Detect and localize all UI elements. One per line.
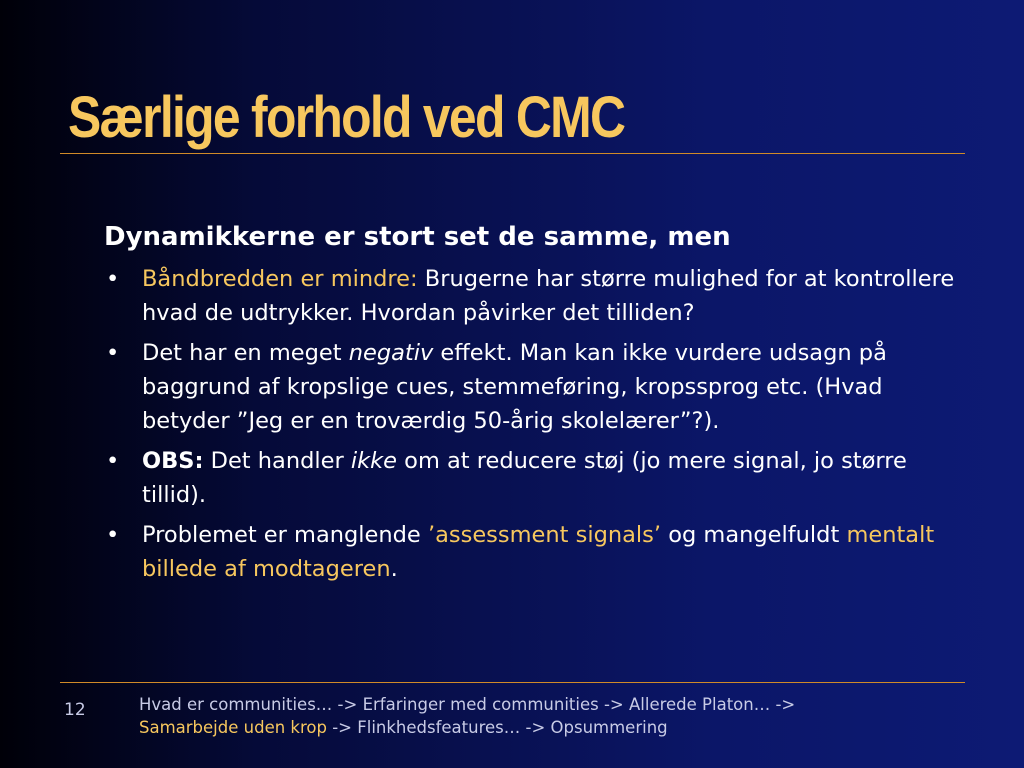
bullet-item-problem	[104, 518, 964, 586]
bullet-icon: •	[106, 266, 120, 292]
breadcrumb-rest: -> Flinkhedsfeatures… -> Opsummering	[326, 718, 668, 737]
bullet-emphasis: ikke	[350, 448, 398, 474]
footer-divider	[60, 682, 965, 683]
slide-body	[104, 222, 964, 592]
breadcrumb-line-2	[139, 716, 795, 739]
bullet-list	[104, 262, 964, 586]
intro-text: Dynamikkerne er stort set de samme, men	[104, 222, 731, 252]
bullet-icon: •	[106, 522, 120, 548]
page-number: 12	[64, 700, 86, 720]
bullet-icon: •	[106, 340, 120, 366]
bullet-text: og mangelfuldt	[661, 522, 847, 548]
bullet-item-negative-effect	[104, 336, 964, 438]
bullet-text: Det har en meget	[142, 340, 349, 366]
breadcrumb	[139, 693, 795, 739]
bullet-text: Det handler	[203, 448, 351, 474]
bullet-text: effekt. Man kan ikke vurdere udsagn på baggrund af kropslige cues, stemmeføring, kropssprog etc. (Hvad betyder ”Jeg er en troværdig 50-årig skolelærer”?).	[142, 340, 887, 434]
bullet-text: Problemet er manglende	[142, 522, 428, 548]
bullet-highlight: mentalt billede af modtageren	[142, 522, 935, 582]
breadcrumb-line-1: Hvad er communities… -> Erfaringer med communities -> Allerede Platon… ->	[139, 695, 796, 714]
bullet-highlight: Båndbredden er mindre:	[142, 266, 418, 292]
bullet-item-bandwidth	[104, 262, 964, 330]
bullet-icon: •	[106, 448, 120, 474]
bullet-emphasis: negativ	[348, 340, 434, 366]
bullet-item-obs	[104, 444, 964, 512]
bullet-highlight: ’assessment signals’	[427, 522, 662, 548]
breadcrumb-current: Samarbejde uden krop	[139, 718, 327, 737]
bullet-text: Brugerne har større mulighed for at kontrollere hvad de udtrykker. Hvordan påvirker det tilliden?	[142, 266, 955, 326]
title-divider	[60, 153, 965, 154]
bullet-label: OBS:	[142, 448, 204, 474]
bullet-text: om at reducere støj (jo mere signal, jo større tillid).	[142, 448, 907, 508]
slide-title: Særlige forhold ved CMC	[68, 85, 625, 150]
bullet-text: .	[390, 556, 398, 582]
